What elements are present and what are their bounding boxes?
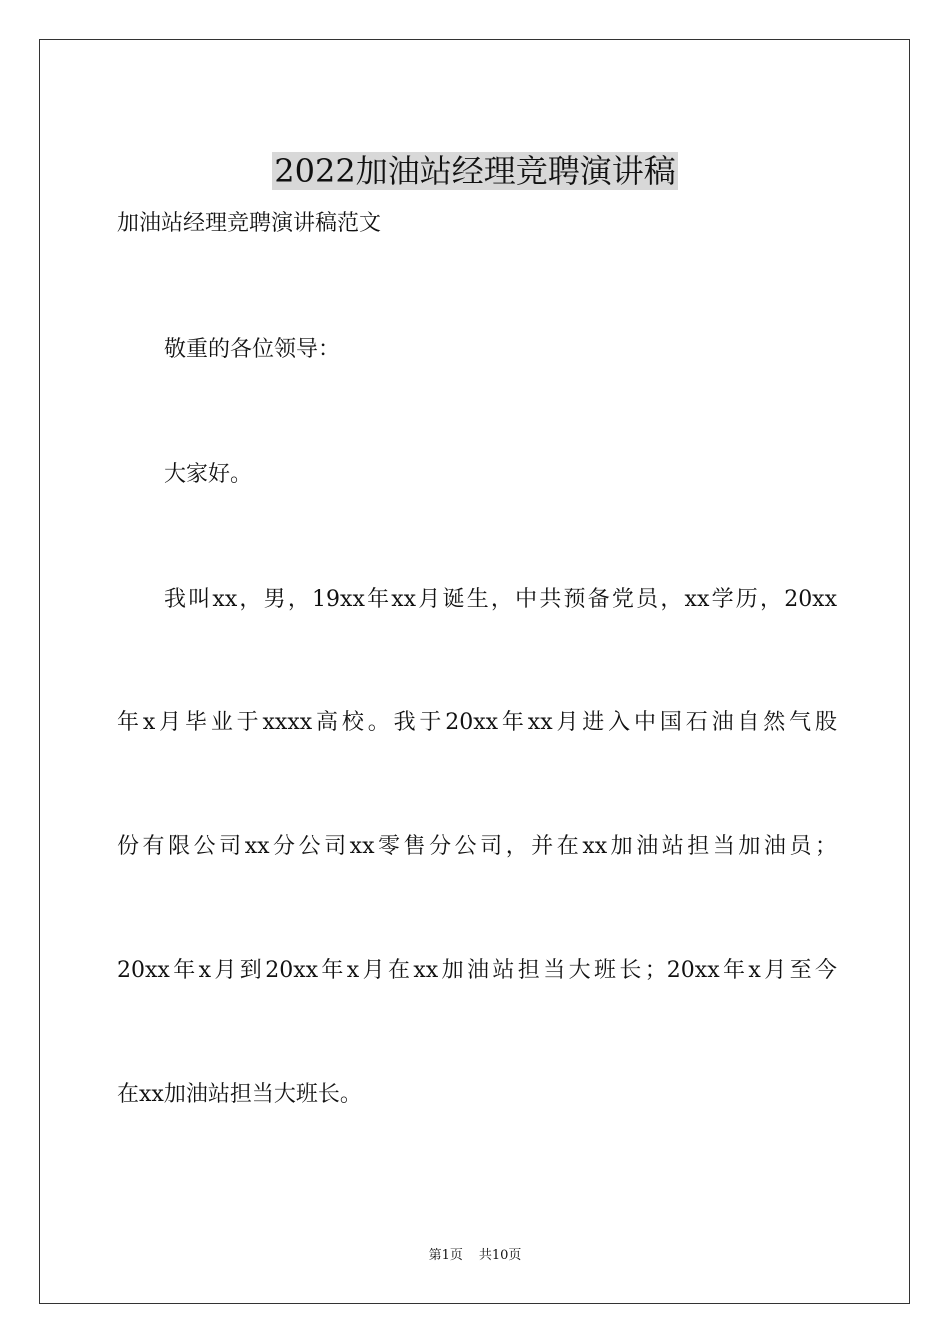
paragraph-line-3: 份有限公司xx分公司xx零售分公司，并在xx加油站担当加油员； bbox=[117, 834, 837, 859]
salutation: 敬重的各位领导： bbox=[164, 337, 341, 362]
document-title bbox=[0, 149, 950, 193]
greeting: 大家好。 bbox=[164, 462, 253, 487]
paragraph-line-1: 我叫xx，男，19xx年xx月诞生，中共预备党员，xx学历，20xx bbox=[164, 587, 837, 612]
page-footer bbox=[0, 1247, 950, 1265]
paragraph-line-5: 在xx加油站担当大班长。 bbox=[117, 1082, 362, 1107]
page-number: 第1页 bbox=[428, 1248, 463, 1263]
paragraph-line-4: 20xx年x月到20xx年x月在xx加油站担当大班长；20xx年x月至今 bbox=[117, 958, 837, 983]
document-subtitle: 加油站经理竞聘演讲稿范文 bbox=[117, 211, 382, 236]
page-total: 共10页 bbox=[478, 1248, 522, 1263]
document-title-text: 2022加油站经理竞聘演讲稿 bbox=[274, 152, 676, 191]
paragraph-line-2: 年x月毕业于xxxx高校。我于20xx年xx月进入中国石油自然气股 bbox=[117, 710, 837, 735]
